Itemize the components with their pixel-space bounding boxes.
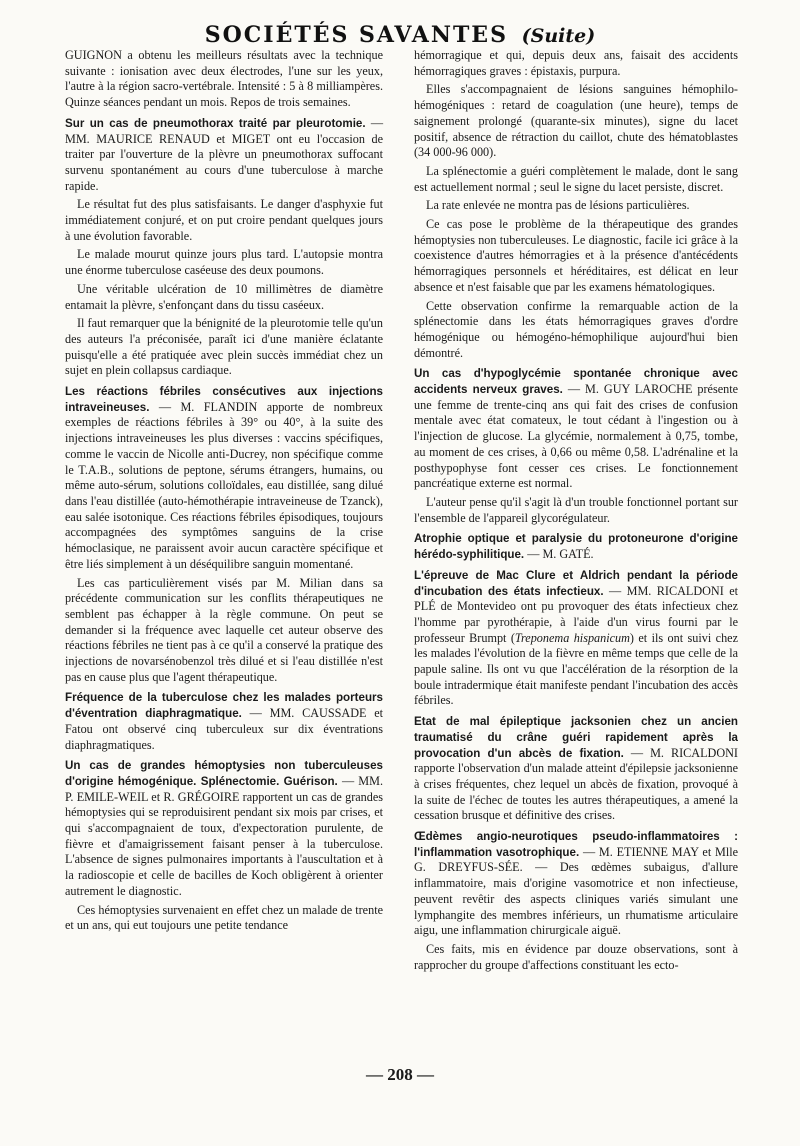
paragraph: La splénectomie a guéri complètement le malade, dont le sang est actuellement normal ; seul le signe du lacet persiste, discret. [414,163,738,194]
paragraph: Le malade mourut quinze jours plus tard. L'autopsie montra une énorme tuberculose caséeuse des deux poumons. [65,247,383,278]
paragraph: Il faut remarquer que la bénignité de la pleurotomie telle qu'un des auteurs l'a préconisée, paraît ici d'une manière éclatante puisqu'elle a été pratiquée avec plein succès immédiat chez un sujet en plein collapsus cardiaque. [65,316,383,378]
left-column [65,48,383,937]
paragraph: Ces faits, mis en évidence par douze observations, sont à rapprocher du groupe d'affections constituant les ecto- [414,941,738,972]
section-body: — MM. P. EMILE-WEIL et R. GRÉGOIRE rapportent un cas de grandes hémoptysies qui se reproduisirent pendant six mois par crises, et qui s'accompagnaient de toux, d'expectoration purulente, de fièvre et d'amaigrissement faisant penser à la tuberculose. L'absence de signes pulmonaires importants à l'auscultation et à la radioscopie et celle de bacilles de Koch obligèrent à orienter autrement le diagnostic. [65,773,383,898]
section-heading: Œdèmes angio-neurotiques pseudo-inflammatoires : l'inflammation vasotrophique. [414,830,738,859]
section-body: — M. FLANDIN apporte de nombreux exemples de réactions fébriles à 39° ou 40°, à la suite des injections intraveineuses les plus diverses : vaccins spécifiques, comme le vaccin de Nicolle anti-Ducrey, non spécifique comme le T.A.B., solutions de peptone, sérums étrangers, humains, ou même auto-sérum, solutions colloïdales, eau distillée, sang dilué dans l'eau distillée (auto-hémothérapie intraveineuse de Tzanck), eau salée isotonique. Ces réactions fébriles épisodiques, toujours accompagnées des symptômes sanguins de la crise hémoclasique, ne paraissent avoir aucun caractère spécifique et être liés simplement à un déséquilibre sanguin momentané. [65,399,384,571]
section-atrophie-optique [414,531,738,562]
section-pneumothorax [65,116,383,195]
paragraph: La rate enlevée ne montra pas de lésions particulières. [426,198,690,213]
paragraph: Les cas particulièrement visés par M. Milian dans sa précédente communication sur les conflits thérapeutiques ne semblent pas échapper à la règle commune. On peut se demander si la fréquence avec laquelle cet auteur observe des réactions fébriles ne tient pas à ce qu'il a conservé la pratique des injections de novarsénobenzol très dilué et si l'eau distillée n'est pas en cause plus que l'agent thérapeutique. [65,575,383,684]
section-body: — M. ETIENNE MAY et Mlle G. DREYFUS-SÉE. — Des œdèmes subaigus, d'allure inflammatoire, mais d'origine vasomotrice et non infectieuse, peuvent revêtir des aspects cliniques variés simulant une lymphangite des membres inférieurs, un rhumatisme articulaire aigu, une inflammation chirurgicale aiguë. [414,844,738,938]
section-heading: Etat de mal épileptique jacksonien chez un ancien traumatisé du crâne guéri rapidement après la provocation d'un abcès de fixation. [414,715,738,760]
paragraph: Une véritable ulcération de 10 millimètres de diamètre entamait la plèvre, s'enfonçant dans du tissu caséeux. [65,281,383,312]
running-head-title: SOCIÉTÉS SAVANTES [204,22,508,48]
paragraph: hémorragique et qui, depuis deux ans, faisait des accidents hémorragiques graves : épistaxis, purpura. [414,48,738,78]
section-body: — M. GATÉ. [527,547,594,562]
section-heading: Sur un cas de pneumothorax traité par pleurotomie. [65,116,366,130]
section-epilepsie [414,714,738,824]
species-name: Treponema hispanicum [514,630,630,645]
section-body: — M. GUY LAROCHE présente une femme de trente-cinq ans qui fait des crises de confusion mentale avec état comateux, le tout cédant à l'ingestion ou à l'injection de glucose. La glycémie, normalement à 0,75, tombe, au moment de ces crises, à 0,66 ou même 0,58. L'adrénaline et la posthypophyse font cesser ces crises. Le fonctionnement pancréatique externe est normal. [414,382,738,491]
paragraph: Ces hémoptysies survenaient en effet chez un malade de trente et un ans, qui eut toujours une petite tendance [65,902,383,933]
paragraph: Le résultat fut des plus satisfaisants. Le danger d'asphyxie fut immédiatement conjuré, et on put croire pendant quelques jours à une évolution favorable. [65,197,383,243]
right-column [414,48,738,976]
section-body: — MM. CAUSSADE et Fatou ont observé cinq tuberculeux sur dix éventrations diaphragmatiques. [65,706,383,752]
section-heading: L'épreuve de Mac Clure et Aldrich pendant la période d'incubation des états infectieux. [414,568,738,598]
section-oedemes [414,829,738,939]
section-body: — MM. MAURICE RENAUD et MIGET ont eu l'occasion de traiter par l'ouverture de la plèvre un pneumothorax suffocant survenu spontanément au cours d'une tuberculose à marche rapide. [65,115,383,193]
section-heading: Un cas de grandes hémoptysies non tuberculeuses d'origine hémogénique. Splénectomie. Guérison. [65,759,383,788]
running-head [0,22,800,48]
section-heading: Fréquence de la tuberculose chez les malades porteurs d'éventration diaphragmatique. [65,691,383,721]
paragraph: Elles s'accompagnaient de lésions sanguines hémophilo-hémogéniques : retard de coagulation (une heure), temps de saignement prolongé (quarante-six minutes), signe du lacet positif, absence de rétraction du caillot, chute des hématoblastes (34 000-96 000). [414,82,738,160]
paragraph: GUIGNON a obtenu les meilleurs résultats avec la technique suivante : ionisation avec deux électrodes, l'une sur les yeux, l'autre à la région sacro-vertébrale. Intensité : 5 à 8 milliampères. Quinze séances pendant un mois. Repos de trois semaines. [65,48,383,110]
section-heading: Un cas d'hypoglycémie spontanée chronique avec accidents nerveux graves. [414,367,738,397]
section-heading: Atrophie optique et paralysie du protoneurone d'origine hérédo-syphilitique. [414,532,738,562]
paragraph: L'auteur pense qu'il s'agit là d'un trouble fonctionnel portant sur l'ensemble de l'appareil glycorégulateur. [414,494,738,525]
section-reactions-febriles [65,384,383,572]
section-hypoglycemie [414,366,738,492]
section-body-part: ) et ils ont suivi chez les malades l'évolution de la fièvre en même temps que celle de la papule saline. Ils ont vu que l'accélération de la résorption de la boule intradermique était manifeste pendant l'incubation des accès fébriles. [414,630,738,708]
section-body: — M. RICALDONI rapporte l'observation d'un malade atteint d'épilepsie jacksonienne à crises fréquentes, chez lequel un abcès de fixation, provoqué à la suite de l'échec de toutes les autres thérapeutiques, a amené la cessation brusque et définitive des crises. [414,745,738,823]
paragraph: Cette observation confirme la remarquable action de la splénectomie dans les états hémorragiques graves d'ordre hémogénique ou hémogéno-hémophilique aujourd'hui bien démontré. [414,298,738,360]
section-mac-clure [414,568,738,709]
section-eventration [65,690,383,753]
section-heading: Les réactions fébriles consécutives aux injections intraveineuses. [65,385,383,414]
section-body-part: — MM. RICALDONI et PLÉ de Montevideo ont pu provoquer des états infectieux chez l'homme par pyrothérapie, à l'aide d'un virus fourni par le professeur Brumpt ( [414,583,739,645]
paragraph: Ce cas pose le problème de la thérapeutique des grandes hémoptysies non tuberculeuses. Le diagnostic, facile ici grâce à la coexistence d'autres hémorragies et à la présence d'antécédents hémorragiques personnels et héréditaires, est délicat en leur absence et n'est faisable que par les examens hématologiques. [414,217,738,294]
section-hemoptysies [65,758,383,899]
running-head-suite: (Suite) [521,25,596,47]
page-number: — 208 — [366,1065,434,1084]
